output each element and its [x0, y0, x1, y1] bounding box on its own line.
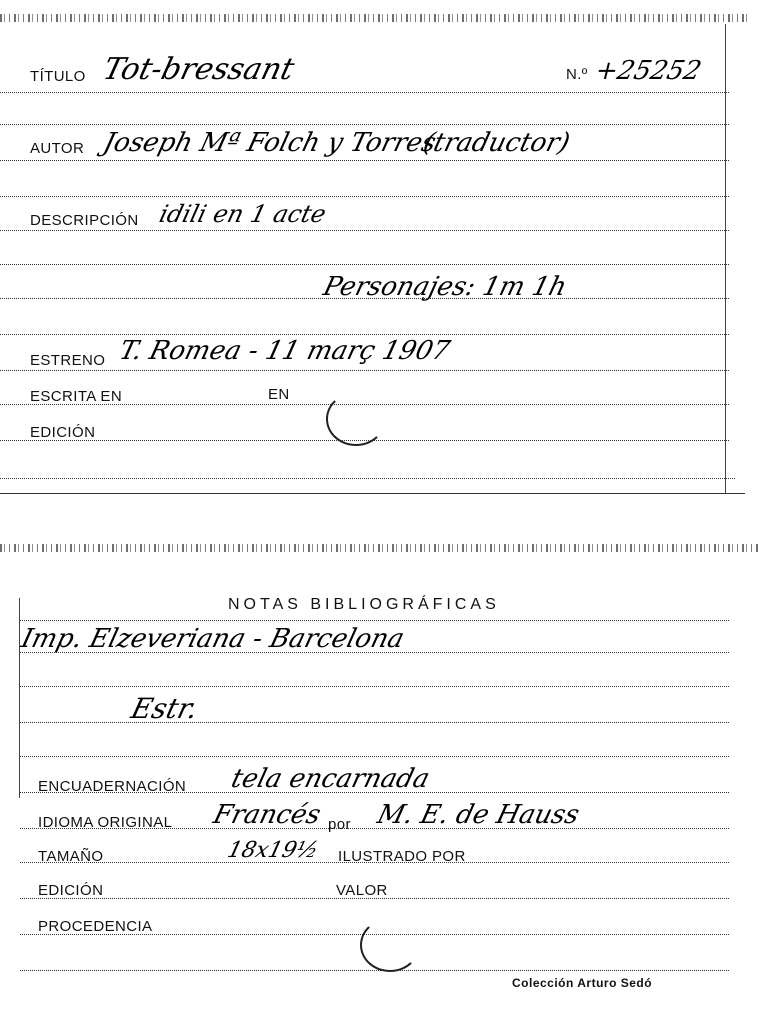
tamano-value: 18x19½ — [224, 838, 321, 863]
rule-line — [0, 478, 735, 479]
estreno-value: T. Romea - 11 març 1907 — [116, 336, 453, 366]
rule-line — [0, 334, 729, 335]
nota-line-2: Estr. — [127, 692, 202, 725]
rule-line — [0, 92, 729, 93]
rule-line — [0, 230, 729, 231]
edicion-label: EDICIÓN — [30, 424, 96, 441]
card-top-edge — [0, 14, 748, 22]
titulo-label: TÍTULO — [30, 68, 86, 85]
rule-line — [0, 124, 729, 125]
card-right-edge — [725, 24, 726, 494]
rule-line — [20, 756, 729, 757]
card-top-edge — [0, 544, 759, 552]
rule-line — [0, 196, 729, 197]
descripcion-label: DESCRIPCIÓN — [30, 212, 139, 229]
encuadernacion-value: tela encarnada — [228, 764, 433, 794]
nota-line-1: Imp. Elzeveriana - Barcelona — [18, 624, 408, 654]
card-divider — [0, 493, 745, 494]
rule-line — [20, 970, 729, 971]
rule-line — [0, 370, 729, 371]
titulo-value: Tot-bressant — [99, 52, 298, 87]
rule-line — [20, 722, 729, 723]
valor-label: VALOR — [336, 882, 388, 899]
idioma-label: IDIOMA ORIGINAL — [38, 814, 173, 831]
stamp-mark — [326, 392, 386, 446]
idioma-value: Francés — [210, 800, 324, 830]
numero-label: N.º — [566, 66, 588, 83]
escrita-label: ESCRITA EN — [30, 388, 123, 405]
rule-line — [20, 686, 729, 687]
rule-line — [0, 160, 729, 161]
idioma-author: M. E. de Hauss — [374, 800, 583, 830]
card-left-edge — [19, 598, 20, 798]
idioma-por-label: por — [328, 816, 351, 833]
stamp-mark — [360, 918, 420, 972]
rule-line — [0, 264, 729, 265]
en-label: EN — [268, 386, 290, 403]
autor-value: Joseph Mª Folch y Torres — [100, 128, 440, 158]
procedencia-label: PROCEDENCIA — [38, 918, 153, 935]
tamano-label: TAMAÑO — [38, 848, 104, 865]
notas-heading: NOTAS BIBLIOGRÁFICAS — [228, 596, 500, 613]
encuadernacion-label: ENCUADERNACIÓN — [38, 778, 187, 795]
personajes-value: Personajes: 1m 1h — [320, 272, 570, 302]
rule-line — [20, 620, 729, 621]
autor-note: (traductor) — [420, 128, 573, 158]
edicion-label: EDICIÓN — [38, 882, 104, 899]
collection-credit: Colección Arturo Sedó — [512, 976, 653, 990]
numero-value: +25252 — [592, 56, 705, 86]
catalog-card-back — [0, 528, 759, 1028]
estreno-label: ESTRENO — [30, 352, 106, 369]
descripcion-value: idili en 1 acte — [156, 200, 329, 228]
ilustrado-label: ILUSTRADO POR — [338, 848, 466, 865]
autor-label: AUTOR — [30, 140, 85, 157]
catalog-card-front — [0, 0, 759, 500]
